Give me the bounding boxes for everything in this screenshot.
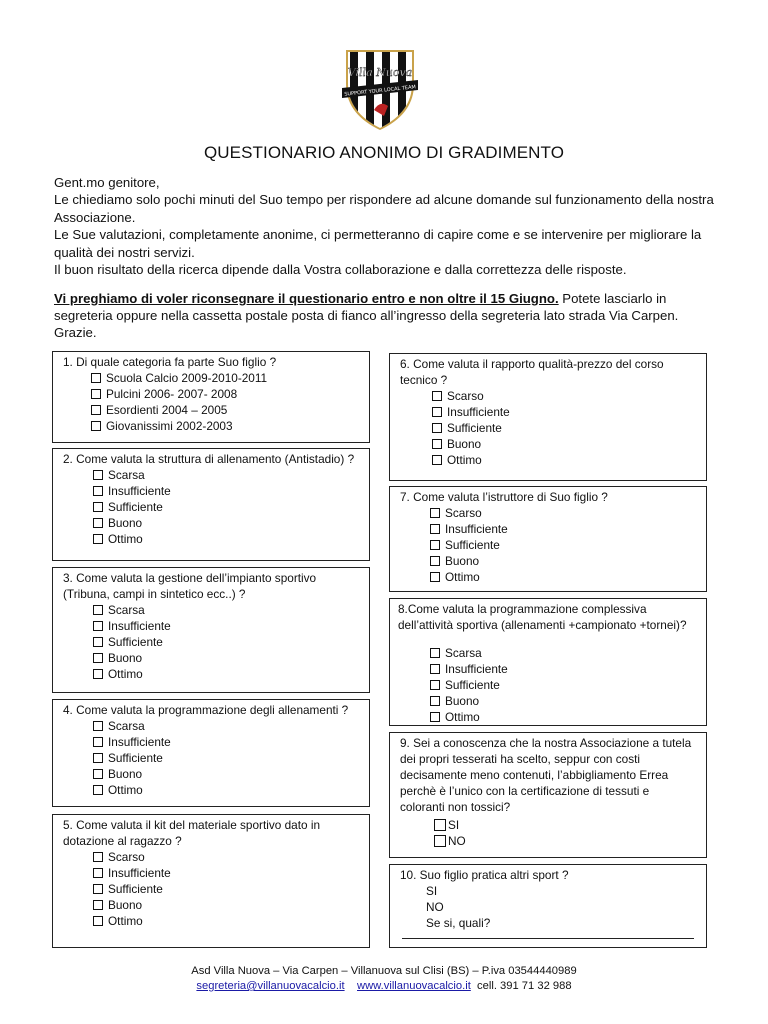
option[interactable] <box>432 436 706 452</box>
option[interactable] <box>93 913 369 929</box>
option-label: Sufficiente <box>445 538 500 552</box>
checkbox[interactable] <box>432 455 442 465</box>
checkbox[interactable] <box>93 900 103 910</box>
question-1-options <box>91 370 369 434</box>
option-label: Ottimo <box>108 532 143 546</box>
return-notice <box>54 290 722 341</box>
email-link[interactable]: segreteria@villanuovacalcio.it <box>196 980 345 992</box>
option-label: Scarsa <box>445 646 482 660</box>
checkbox[interactable] <box>430 572 440 582</box>
option[interactable] <box>430 709 706 725</box>
question-10-options <box>426 883 706 931</box>
option[interactable] <box>93 666 369 682</box>
checkbox[interactable] <box>430 696 440 706</box>
question-6-box <box>389 353 707 481</box>
question-9-box <box>389 732 707 858</box>
checkbox[interactable] <box>430 508 440 518</box>
question-9-text: 9. Sei a conoscenza che la nostra Associazione a tutela dei propri tesserati ha scelto, seppur con costi decisamente meno contenuti, l’abbigliamento Errea perchè è l’unico con la certificazione di tessuti e coloranti non tossici? <box>400 736 692 814</box>
checkbox[interactable] <box>93 769 103 779</box>
option[interactable] <box>93 718 369 734</box>
option-label: Pulcini 2006- 2007- 2008 <box>106 387 238 401</box>
checkbox[interactable] <box>91 389 101 399</box>
checkbox[interactable] <box>93 721 103 731</box>
option-label: Insufficiente <box>447 405 510 419</box>
question-8-box <box>389 598 707 726</box>
checkbox[interactable] <box>432 391 442 401</box>
option-label: Ottimo <box>108 667 143 681</box>
option[interactable] <box>430 693 706 709</box>
question-6-options <box>432 388 706 468</box>
option-label: Esordienti 2004 – 2005 <box>106 403 228 417</box>
option[interactable] <box>432 420 706 436</box>
question-6-text: 6. Come valuta il rapporto qualità-prezzo del corso tecnico ? <box>400 357 664 387</box>
option-label: Ottimo <box>445 710 480 724</box>
option[interactable] <box>432 404 706 420</box>
checkbox[interactable] <box>430 680 440 690</box>
option-label: Scarsa <box>108 603 145 617</box>
option[interactable] <box>93 734 369 750</box>
option[interactable] <box>93 634 369 650</box>
option-label: Insufficiente <box>445 662 508 676</box>
checkbox[interactable] <box>93 868 103 878</box>
checkbox[interactable] <box>93 605 103 615</box>
checkbox[interactable] <box>93 852 103 862</box>
checkbox[interactable] <box>430 540 440 550</box>
question-7-options <box>430 505 706 585</box>
option[interactable]: SI <box>426 884 438 898</box>
checkbox[interactable] <box>93 621 103 631</box>
option-label: Ottimo <box>108 914 143 928</box>
option[interactable] <box>430 677 706 693</box>
option[interactable] <box>93 881 369 897</box>
option-label: Sufficiente <box>108 882 163 896</box>
question-2-text: 2. Come valuta la struttura di allenamento (Antistadio) ? <box>63 452 355 466</box>
page-title: QUESTIONARIO ANONIMO DI GRADIMENTO <box>203 143 565 162</box>
question-2-box <box>52 448 370 561</box>
checkbox[interactable] <box>93 637 103 647</box>
checkbox[interactable] <box>432 439 442 449</box>
return-deadline: Vi preghiamo di voler riconsegnare il questionario entro e non oltre il 15 Giugno. <box>54 291 559 306</box>
checkbox[interactable] <box>91 373 101 383</box>
option-label: Buono <box>445 554 480 568</box>
option[interactable] <box>93 515 369 531</box>
option[interactable] <box>93 602 369 618</box>
option[interactable] <box>432 388 706 404</box>
footer-contacts <box>0 979 768 994</box>
option-label: Insufficiente <box>108 735 171 749</box>
question-10-text: 10. Suo figlio pratica altri sport ? <box>400 868 569 882</box>
option[interactable] <box>430 553 706 569</box>
option[interactable] <box>93 531 369 547</box>
question-5-box <box>52 814 370 948</box>
intro-greeting: Gent.mo genitore, <box>54 175 160 190</box>
question-3-options <box>93 602 369 682</box>
option-label: Insufficiente <box>108 484 171 498</box>
option-label: Sufficiente <box>108 500 163 514</box>
checkbox[interactable] <box>91 421 101 431</box>
option-label: NO <box>448 834 466 848</box>
website-link[interactable]: www.villanuovacalcio.it <box>357 980 471 992</box>
question-4-box <box>52 699 370 807</box>
option-label: Ottimo <box>108 783 143 797</box>
club-logo <box>334 40 426 132</box>
checkbox[interactable] <box>434 819 446 831</box>
question-4-options <box>93 718 369 798</box>
question-3-text: 3. Come valuta la gestione dell’impianto sportivo (Tribuna, campi in sintetico ecc..) ? <box>63 571 317 601</box>
option-label: Ottimo <box>447 453 482 467</box>
option[interactable] <box>430 505 706 521</box>
logo-banner: SUPPORT YOUR LOCAL TEAM <box>344 84 417 98</box>
option[interactable] <box>91 386 369 402</box>
question-8-text: 8.Come valuta la programmazione complessiva dell’attività sportiva (allenamenti +campionato +tornei)? <box>398 602 687 632</box>
option-label: Sufficiente <box>447 421 502 435</box>
option[interactable] <box>93 650 369 666</box>
question-8-options <box>430 645 706 725</box>
question-3-box <box>52 567 370 693</box>
option[interactable] <box>91 370 369 386</box>
option[interactable] <box>93 618 369 634</box>
checkbox[interactable] <box>93 502 103 512</box>
option[interactable] <box>430 521 706 537</box>
question-5-options <box>93 849 369 929</box>
option[interactable] <box>93 865 369 881</box>
footer-address: Asd Villa Nuova – Via Carpen – Villanuova sul Clisi (BS) – P.iva 03544440989 <box>191 965 577 977</box>
option[interactable] <box>434 833 706 849</box>
option[interactable] <box>93 766 369 782</box>
question-1-text: 1. Di quale categoria fa parte Suo figlio ? <box>63 355 277 369</box>
footer <box>0 964 768 994</box>
checkbox[interactable] <box>93 653 103 663</box>
logo-title: Villa Nuova <box>347 66 413 79</box>
checkbox[interactable] <box>93 470 103 480</box>
checkbox[interactable] <box>91 405 101 415</box>
checkbox[interactable] <box>430 712 440 722</box>
intro-paragraph: Le chiediamo solo pochi minuti del Suo tempo per rispondere ad alcune domande sul funzionamento della nostra Associazione. <box>54 192 714 225</box>
option[interactable] <box>93 750 369 766</box>
intro-paragraph: Il buon risultato della ricerca dipende dalla Vostra collaborazione e dalla correttezza delle risposte. <box>54 262 627 278</box>
checkbox[interactable] <box>93 785 103 795</box>
option-label: Buono <box>445 694 480 708</box>
checkbox[interactable] <box>432 407 442 417</box>
option[interactable] <box>93 483 369 499</box>
option-label: SI <box>448 818 460 832</box>
option[interactable] <box>93 499 369 515</box>
option-label: Insufficiente <box>108 866 171 880</box>
intro-paragraph: Le Sue valutazioni, completamente anonime, ci permetteranno di capire come e se intervenire per migliorare la qualità dei nostri servizi. <box>54 227 702 260</box>
checkbox[interactable] <box>93 518 103 528</box>
option[interactable] <box>91 418 369 434</box>
checkbox[interactable] <box>93 916 103 926</box>
intro-text <box>54 174 722 278</box>
checkbox[interactable] <box>93 486 103 496</box>
question-4-text: 4. Come valuta la programmazione degli allenamenti ? <box>63 703 349 717</box>
option[interactable] <box>434 817 706 833</box>
option[interactable] <box>432 452 706 468</box>
option-label: Sufficiente <box>108 635 163 649</box>
option-label: Buono <box>447 437 482 451</box>
option-label: Buono <box>108 898 143 912</box>
option-label: Ottimo <box>445 570 480 584</box>
question-9-options <box>434 817 706 849</box>
option-label: Giovanissimi 2002-2003 <box>106 419 233 433</box>
option-label: Scarsa <box>108 468 145 482</box>
question-1-box <box>52 351 370 443</box>
option[interactable] <box>430 537 706 553</box>
question-10-box <box>389 864 707 948</box>
checkbox[interactable] <box>93 669 103 679</box>
option-label: Scarso <box>447 389 484 403</box>
option-label: Insufficiente <box>445 522 508 536</box>
question-2-options <box>93 467 369 547</box>
checkbox[interactable] <box>430 648 440 658</box>
option[interactable] <box>91 402 369 418</box>
checkbox[interactable] <box>93 534 103 544</box>
option[interactable] <box>430 569 706 585</box>
question-5-text: 5. Come valuta il kit del materiale sportivo dato in dotazione al ragazzo ? <box>63 818 321 848</box>
option-label: Buono <box>108 516 143 530</box>
answer-line[interactable] <box>402 938 694 939</box>
option[interactable] <box>93 849 369 865</box>
option[interactable] <box>93 467 369 483</box>
option-label: Scuola Calcio 2009-2010-2011 <box>106 371 268 385</box>
option[interactable]: NO <box>426 900 444 914</box>
question-7-box <box>389 486 707 592</box>
option-label: Scarso <box>445 506 482 520</box>
checkbox[interactable] <box>432 423 442 433</box>
checkbox[interactable] <box>93 884 103 894</box>
option-label: Buono <box>108 767 143 781</box>
option-label: Buono <box>108 651 143 665</box>
option[interactable] <box>430 661 706 677</box>
option-label: Scarso <box>108 850 145 864</box>
return-instructions: Potete lasciarlo in segreteria oppure nella cassetta postale posta di fianco all’ingresso della segreteria lato strada Via Carpen. Grazie. <box>54 291 679 340</box>
option[interactable] <box>93 782 369 798</box>
checkbox[interactable] <box>93 737 103 747</box>
phone-number: cell. 391 71 32 988 <box>477 980 572 992</box>
option-label: Sufficiente <box>108 751 163 765</box>
option-label: Insufficiente <box>108 619 171 633</box>
option[interactable] <box>430 645 706 661</box>
option-label: Sufficiente <box>445 678 500 692</box>
checkbox[interactable] <box>93 753 103 763</box>
option-label: Scarsa <box>108 719 145 733</box>
checkbox[interactable] <box>434 835 446 847</box>
checkbox[interactable] <box>430 556 440 566</box>
option[interactable]: Se si, quali? <box>426 916 491 930</box>
checkbox[interactable] <box>430 664 440 674</box>
option[interactable] <box>93 897 369 913</box>
checkbox[interactable] <box>430 524 440 534</box>
question-7-text: 7. Come valuta l’istruttore di Suo figlio ? <box>400 490 608 504</box>
